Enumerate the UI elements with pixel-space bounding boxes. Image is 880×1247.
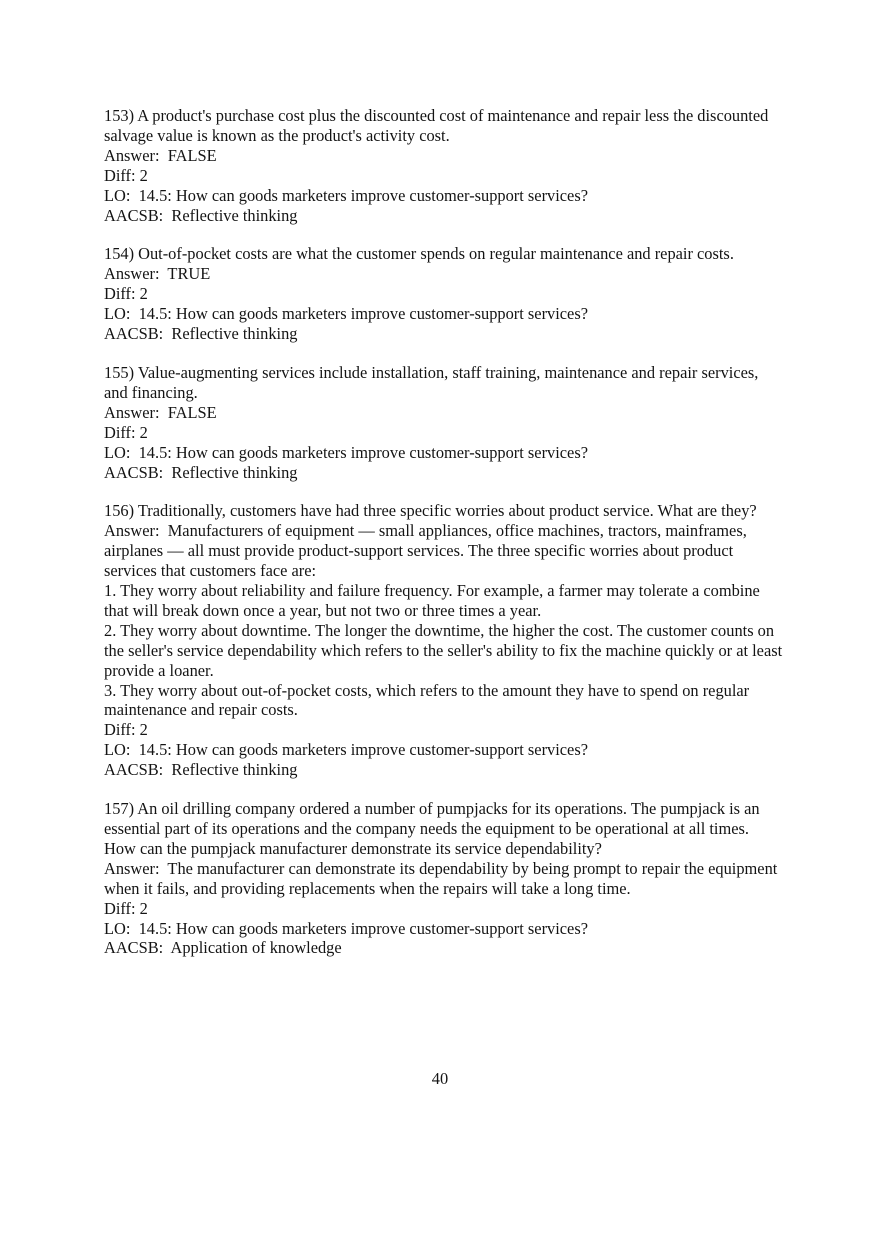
question-stem: 156) Traditionally, customers have had three specific worries about product service. What are they?: [104, 501, 757, 521]
answer-list-item: 1. They worry about reliability and failure frequency. For example, a farmer may tolerate a combine that will break down once a year, but not two or three times a year.: [104, 581, 760, 620]
aacsb-line: AACSB: Application of knowledge: [104, 938, 342, 958]
difficulty-line: Diff: 2: [104, 898, 148, 918]
question-stem: 153) A product's purchase cost plus the discounted cost of maintenance and repair less the discounted salvage value is known as the product's activity cost.: [104, 106, 773, 145]
question-157: [104, 799, 784, 958]
difficulty-line: Diff: 2: [104, 284, 148, 304]
learning-objective-line: LO: 14.5: How can goods marketers improve customer-support services?: [104, 185, 588, 205]
answer-line: Answer: FALSE: [104, 402, 217, 422]
question-155: [104, 363, 784, 482]
difficulty-line: Diff: 2: [104, 165, 148, 185]
answer-line: Answer: FALSE: [104, 145, 217, 165]
learning-objective-line: LO: 14.5: How can goods marketers improve customer-support services?: [104, 918, 588, 938]
answer-line: Answer: TRUE: [104, 264, 211, 284]
answer-list-item: 2. They worry about downtime. The longer the downtime, the higher the cost. The customer counts on the seller's service dependability which refers to the seller's ability to fix the machine quickly or at least provide a loaner.: [104, 620, 783, 680]
question-stem: 157) An oil drilling company ordered a number of pumpjacks for its operations. The pumpjack is an essential part of its operations and the company needs the equipment to be operational at all times. How can the pumpjack manufacturer demonstrate its service dependability?: [104, 799, 764, 858]
question-stem: 155) Value-augmenting services include installation, staff training, maintenance and repair services, and financing.: [104, 362, 763, 402]
difficulty-line: Diff: 2: [104, 720, 148, 740]
answer-line: Answer: The manufacturer can demonstrate its dependability by being prompt to repair the equipment when it fails, and providing replacements when the repairs will take a long time.: [104, 858, 782, 898]
page-number: 40: [431, 1069, 449, 1088]
aacsb-line: AACSB: Reflective thinking: [104, 205, 298, 225]
aacsb-line: AACSB: Reflective thinking: [104, 760, 298, 780]
question-154: [104, 244, 784, 344]
aacsb-line: AACSB: Reflective thinking: [104, 462, 298, 482]
difficulty-line: Diff: 2: [104, 422, 148, 442]
question-153: [104, 106, 784, 225]
learning-objective-line: LO: 14.5: How can goods marketers improve customer-support services?: [104, 442, 588, 462]
aacsb-line: AACSB: Reflective thinking: [104, 324, 298, 344]
learning-objective-line: LO: 14.5: How can goods marketers improve customer-support services?: [104, 740, 588, 760]
learning-objective-line: LO: 14.5: How can goods marketers improve customer-support services?: [104, 304, 588, 324]
answer-line: Answer: Manufacturers of equipment — small appliances, office machines, tractors, mainframes, airplanes — all must provide product-support services. The three specific worries about product services that customers face are:: [104, 521, 751, 581]
answer-list-item: 3. They worry about out-of-pocket costs, which refers to the amount they have to spend on regular maintenance and repair costs.: [104, 680, 750, 720]
question-156: [104, 501, 784, 780]
question-stem: 154) Out-of-pocket costs are what the customer spends on regular maintenance and repair costs.: [104, 244, 734, 264]
question-list: [104, 106, 784, 977]
